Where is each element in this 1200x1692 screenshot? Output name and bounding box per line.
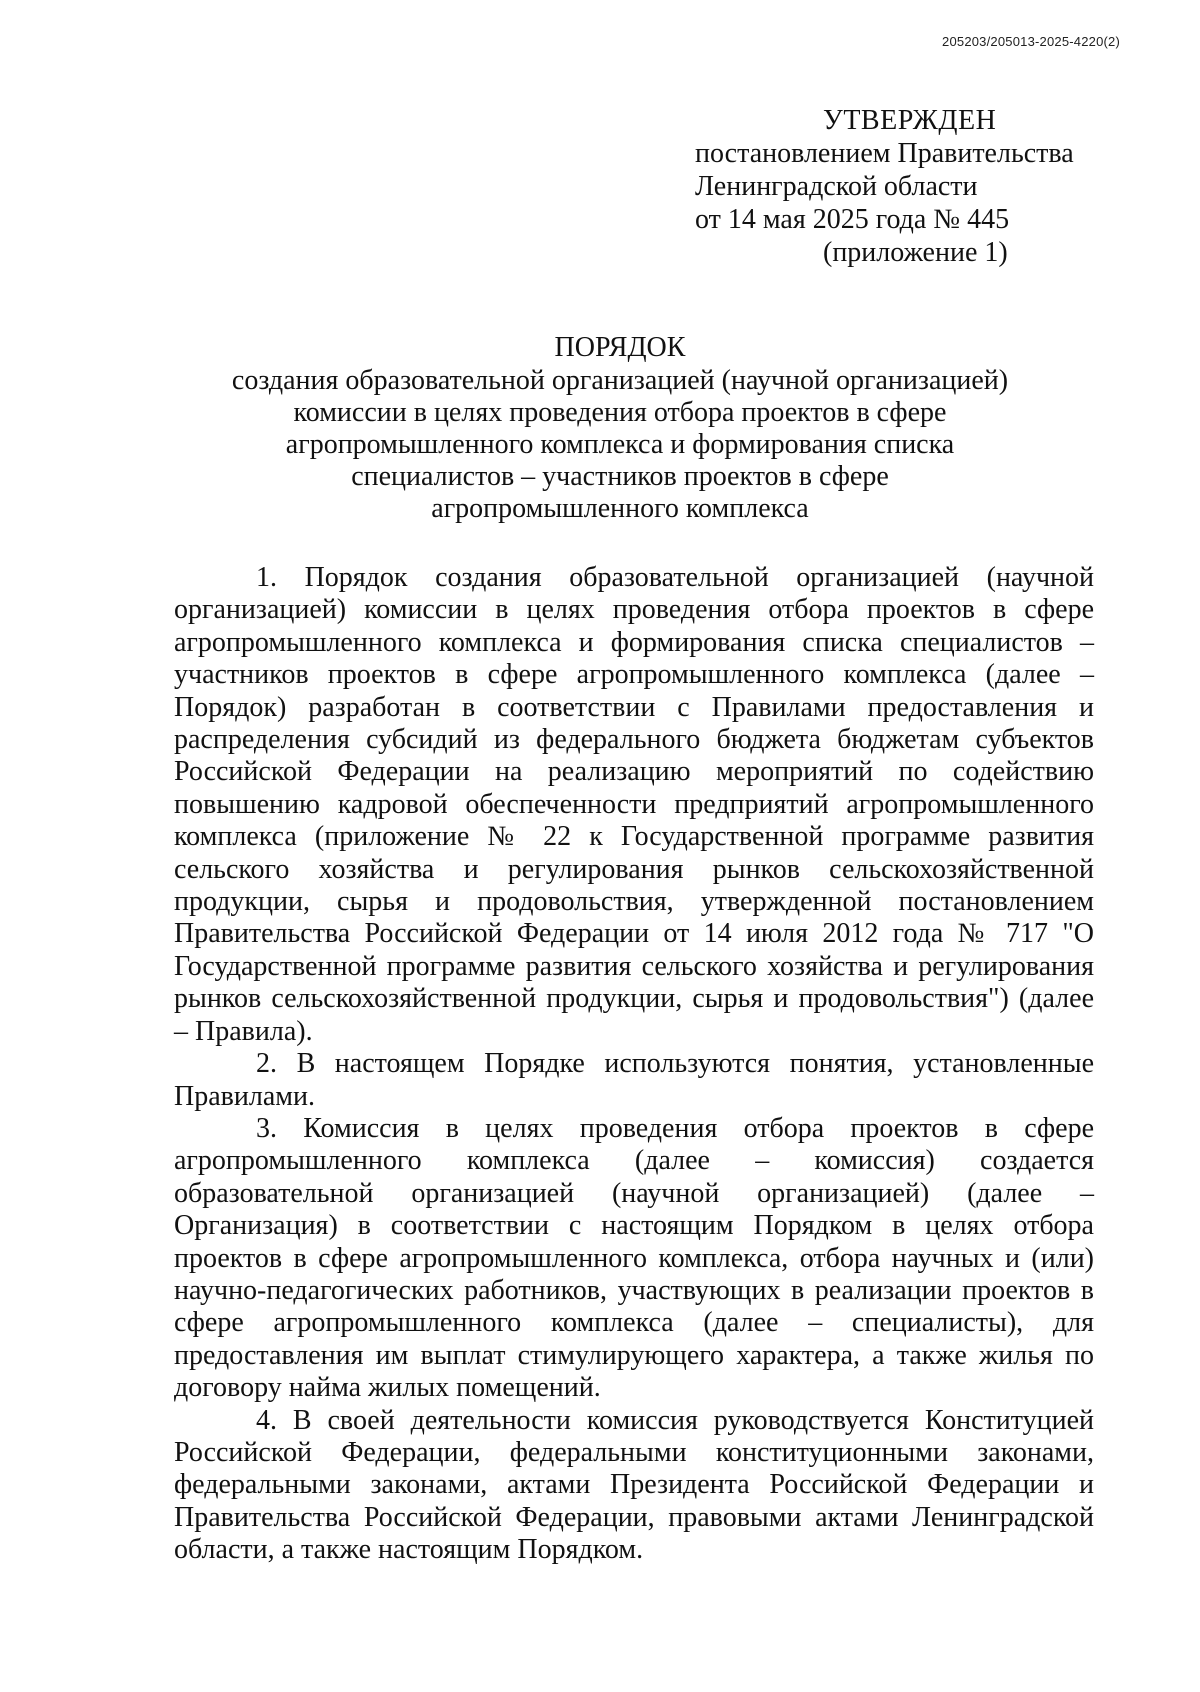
approval-line: Ленинградской области bbox=[695, 171, 978, 202]
document-header bbox=[130, 332, 1110, 525]
document-subtitle-line: специалистов – участников проектов в сфере bbox=[351, 461, 889, 492]
document-subtitle-line: агропромышленного комплекса и формирования списка bbox=[285, 429, 955, 460]
document-id: 205203/205013-2025-4220(2) bbox=[942, 34, 1120, 49]
document-body bbox=[174, 562, 1094, 1567]
paragraph-2: 2. В настоящем Порядке используются понятия, установленные Правилами. bbox=[174, 1048, 1094, 1112]
approval-line: постановлением Правительства bbox=[695, 138, 1074, 169]
document-subtitle-line: комиссии в целях проведения отбора проектов в сфере bbox=[293, 397, 947, 428]
document-title: ПОРЯДОК bbox=[554, 332, 686, 363]
approval-appendix: (приложение 1) bbox=[823, 237, 1008, 268]
approval-title: УТВЕРЖДЕН bbox=[823, 105, 997, 136]
paragraph-3: 3. Комиссия в целях проведения отбора проектов в сфере агропромышленного комплекса (далее – комиссия) создается образовательной организацией (научной организацией) (далее – Организация) в соответствии с настоящим Порядком в целях отбора проектов в сфере агропромышленного комплекса, отбора научных и (или) научно-педагогических работников, участвующих в реализации проектов в сфере агропромышленного комплекса (далее – специалисты), для предоставления им выплат стимулирующего характера, а также жилья по договору найма жилых помещений. bbox=[174, 1112, 1094, 1404]
approval-stamp-block bbox=[695, 104, 1135, 269]
paragraph-1: 1. Порядок создания образовательной организацией (научной организацией) комиссии в целях проведения отбора проектов в сфере агропромышленного комплекса и формирования списка специалистов – участников проектов в сфере агропромышленного комплекса (далее – Порядок) разработан в соответствии с Правилами предоставления и распределения субсидий из федерального бюджета бюджетам субъектов Российской Федерации на реализацию мероприятий по содействию повышению кадровой обеспеченности предприятий агропромышленного комплекса (приложение № 22 к Государственной программе развития сельского хозяйства и регулирования рынков сельскохозяйственной продукции, сырья и продовольствия, утвержденной постановлением Правительства Российской Федерации от 14 июля 2012 года № 717 "О Государственной программе развития сельского хозяйства и регулирования рынков сельскохозяйственной продукции, сырья и продовольствия") (далее – Правила). bbox=[174, 562, 1094, 1047]
document-subtitle-line: создания образовательной организацией (научной организацией) bbox=[231, 365, 1009, 396]
approval-line: от 14 мая 2025 года № 445 bbox=[695, 204, 1010, 235]
document-subtitle-line: агропромышленного комплекса bbox=[431, 493, 809, 524]
paragraph-4: 4. В своей деятельности комиссия руководствуется Конституцией Российской Федерации, федеральными конституционными законами, федеральными законами, актами Президента Российской Федерации и Правительства Российской Федерации, правовыми актами Ленинградской области, а также настоящим Порядком. bbox=[174, 1404, 1094, 1566]
